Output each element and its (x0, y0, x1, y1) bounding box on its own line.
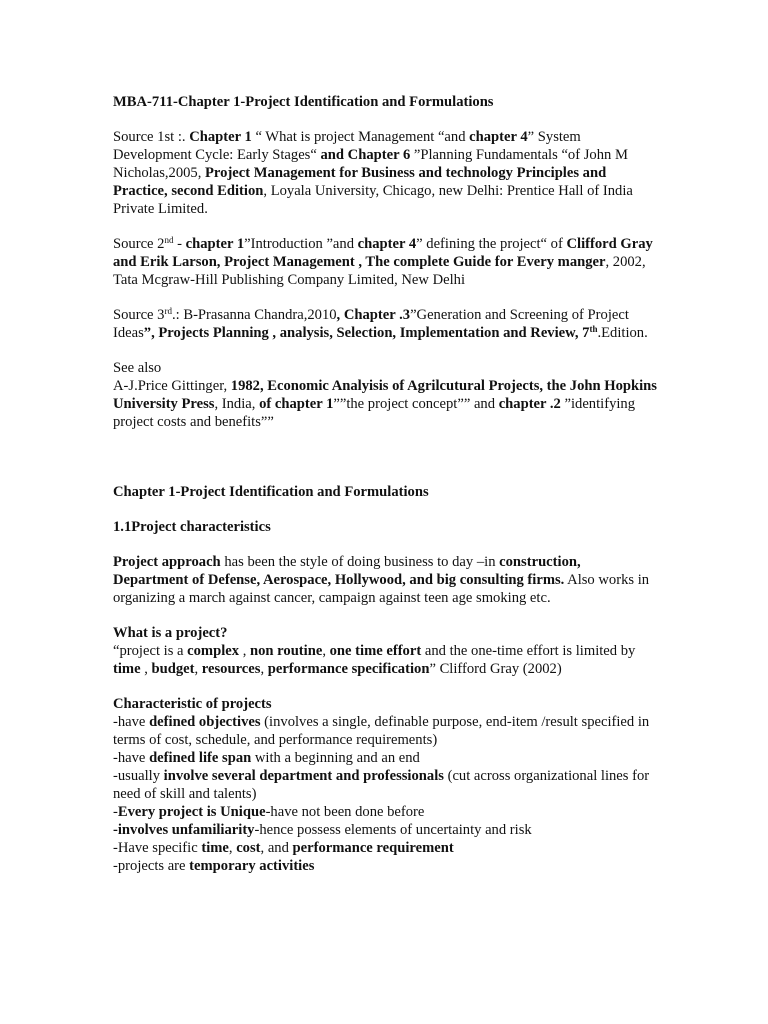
project-approach-paragraph: Project approach has been the style of doing business to day –in construction, Department of Defense, Aerospace, Hollywood, and big consulting firms. Also works in organizing a march against cancer, campaign against teen age smoking etc. (113, 554, 650, 606)
list-item: -usually involve several department and professionals (cut across organizational lines for need of skill and talents) (113, 768, 650, 802)
list-item: -Have specific time, cost, and performance requirement (113, 840, 454, 856)
list-item: -have defined objectives (involves a single, definable purpose, end-item /result specified in terms of cost, schedule, and performance requirements) (113, 714, 650, 748)
chapter-heading: Chapter 1-Project Identification and Formulations (113, 484, 429, 500)
what-is-project: What is a project? “project is a complex , non routine, one time effort and the one-time effort is limited by time , budget, resources, performance specification” Clifford Gray (2002) (113, 625, 636, 677)
source-2: Source 2nd - chapter 1”Introduction ”and chapter 4” defining the project“ of Clifford Gray and Erik Larson, Project Management , The complete Guide for Every manger, 2002, Tata Mcgraw-Hill Publishing Company Limited, New Delhi (113, 235, 653, 288)
characteristics-list (113, 695, 658, 875)
section-heading: 1.1Project characteristics (113, 519, 271, 535)
source-1: Source 1st :. Chapter 1 “ What is project Management “and chapter 4” System Development Cycle: Early Stages“ and Chapter 6 ”Planning Fundamentals “of John M Nicholas,2005, Project Management for Business and technology Principles and Practice, second Edition, Loyala University, Chicago, new Delhi: Prentice Hall of India Private Limited. (113, 129, 633, 217)
source-3: Source 3rd.: B-Prasanna Chandra,2010, Chapter .3”Generation and Screening of Project Ideas”, Projects Planning , analysis, Selection, Implementation and Review, 7th.Edition. (113, 306, 648, 341)
characteristics-heading: Characteristic of projects (113, 696, 272, 712)
see-also: See also A-J.Price Gittinger, 1982, Economic Analyisis of Agrilcutural Projects, the John Hopkins University Press, India, of chapter 1””the project concept”” and chapter .2 ”identifying project costs and benefits”” (113, 360, 657, 430)
document-page (113, 93, 658, 875)
list-item: -have defined life span with a beginning and an end (113, 750, 420, 766)
list-item: -projects are temporary activities (113, 858, 315, 874)
list-item: -Every project is Unique-have not been done before (113, 804, 425, 820)
document-title: MBA-711-Chapter 1-Project Identification and Formulations (113, 94, 494, 110)
list-item: -involves unfamiliarity-hence possess elements of uncertainty and risk (113, 822, 532, 838)
spacer (113, 448, 658, 483)
